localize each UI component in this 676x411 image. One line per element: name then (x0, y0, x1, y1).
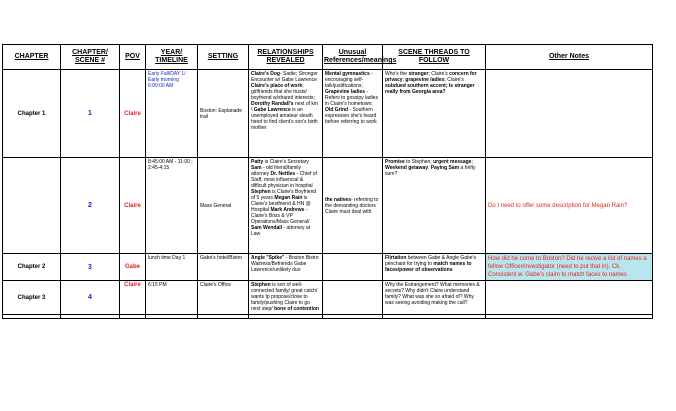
empty-cell (249, 315, 323, 319)
relationships-cell: Patty is Claire's Secretary Sam - old friend/family attorney Dr. Nettles - Chief of Staff, most influencial & difficult physician in hospital Stephen is Claire's Boyfriend of 5 years Megan Rain is Claire's bestfriend & HN @ Hospital Mark Andrews - Claire's Boss & VP Operations/Mass General/ Sam Wendall - attorney at Law (249, 158, 323, 254)
timeline-cell: 8:45:00 AM - 11:00 ; 2:45-4:15 (146, 158, 198, 254)
pov-cell: Claire (120, 158, 146, 254)
empty-cell (198, 315, 249, 319)
notes-cell (486, 70, 653, 158)
unusual-references-cell (323, 254, 383, 281)
unusual-references-cell (323, 281, 383, 315)
pov-cell: Gabe (120, 254, 146, 281)
scene-number-cell: 2 (61, 158, 120, 254)
notes-cell (486, 281, 653, 315)
empty-cell (323, 315, 383, 319)
chapter-cell: Chapter 1 (3, 70, 61, 158)
empty-cell (61, 315, 120, 319)
timeline-cell: lunch time Day 1 (146, 254, 198, 281)
header-relationships: RELATIONSHIPS REVEALED (249, 45, 323, 70)
pov-cell: Claire (120, 70, 146, 158)
header-scene-threads: SCENE THREADS TO FOLLOW (383, 45, 486, 70)
pov-cell: Claire (120, 281, 146, 315)
scene-threads-cell: Who's the stranger; Claire's concern for privacy; grapevine ladies; Claire's subdued southern accent; Is stranger really from Georgia area? (383, 70, 486, 158)
empty-cell (146, 315, 198, 319)
setting-cell: Gabe's hotel/Bistro (198, 254, 249, 281)
setting-cell: Claire's Office (198, 281, 249, 315)
scene-threads-cell: Promise to Stephen; urgent message; Weekend getaway; Paying Sam a hefty sum? (383, 158, 486, 254)
scene-number-cell: 4 (61, 281, 120, 315)
timeline-cell: Early Fall/DAY 1/ Early morning 6:00:00 AM (146, 70, 198, 158)
setting-cell: Mass General (198, 158, 249, 254)
header-other-notes: Other Notes (486, 45, 653, 70)
notes-cell: How did he come to Boston? Did he recive a list of names a fellow Officer/investigator (need to put that in). Ck. Consistent w. Gabe's claim to match faces to names (486, 254, 653, 281)
header-setting: SETTING (198, 45, 249, 70)
scene-outline-table (2, 44, 653, 319)
empty-row (3, 315, 653, 319)
scene-number-cell: 1 (61, 70, 120, 158)
table-row (3, 70, 653, 158)
header-chapter: CHAPTER (3, 45, 61, 70)
empty-cell (120, 315, 146, 319)
table-row (3, 254, 653, 281)
scene-threads-cell: Why the Estrangement? What memories & secrets? Why didn't Claire understand family? What was she so afraid of? Why was seeing avoiding making the call? (383, 281, 486, 315)
empty-cell (3, 315, 61, 319)
scene-threads-cell: Flirtation between Gabe & Angle Gabe's penchant for trying to match names to faces/power of observations (383, 254, 486, 281)
relationships-cell: Claire's Dog- Sadie; Stronger Encounter w/ Gabe Lawrence Claire's place of work; girlfriends that she trusts/ boyfriend w/shared interests; Dorothy Randall's next of kin \ Gabe Lawrence is an unemployed amateur sleuth hired to find client's son's birth mother (249, 70, 323, 158)
timeline-cell: 6:15 PM (146, 281, 198, 315)
empty-cell (383, 315, 486, 319)
chapter-cell: Chapter 3 (3, 281, 61, 315)
header-pov: POV (120, 45, 146, 70)
unusual-references-cell: the natives- referring to the demanding doctors Claire must deal with (323, 158, 383, 254)
table-row (3, 158, 653, 254)
header-row (3, 45, 653, 70)
unusual-references-cell: Mental gymnastics - encouraging self-talk/justifications; Grapevine ladies - Refers to gossipy ladies in Claire's hometown; Old Grind - Southern expression she's heard before referring to work (323, 70, 383, 158)
notes-cell: Do I need to offer some description for Megan Rain? (486, 158, 653, 254)
setting-cell: Boston: Esplanade trail (198, 70, 249, 158)
header-unusual-references: Unusual References/meanings (323, 45, 383, 70)
empty-cell (486, 315, 653, 319)
header-year-timeline: YEAR/ TIMELINE (146, 45, 198, 70)
header-chapter-scene: CHAPTER/ SCENE # (61, 45, 120, 70)
chapter-cell (3, 158, 61, 254)
relationships-cell: Angle "Spike" - Boston Bistro Waitress/Befriends Gabe Lawrence/unlikely duo (249, 254, 323, 281)
relationships-cell: Stephen is son of well-connected family/ great catch/ wants tp propose/close to family/pushing Claire to go next step/ bone of contention (249, 281, 323, 315)
scene-number-cell: 3 (61, 254, 120, 281)
table-row (3, 281, 653, 315)
chapter-cell: Chapter 2 (3, 254, 61, 281)
